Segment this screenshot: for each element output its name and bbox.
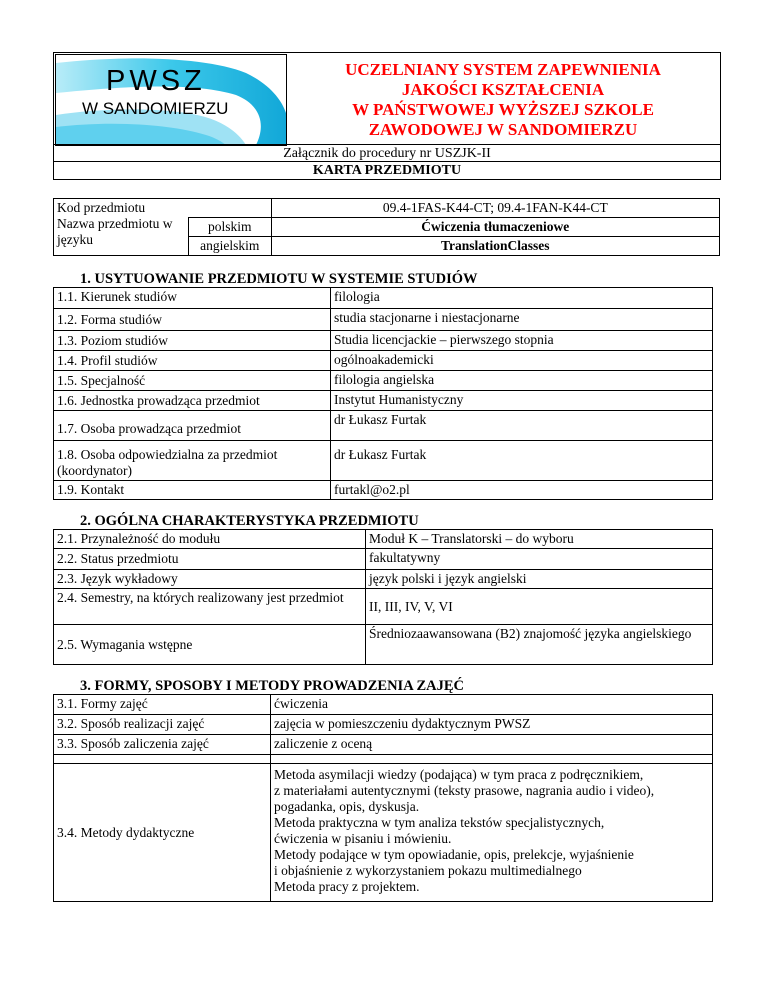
card-title: KARTA PRZEDMIOTU: [312, 163, 462, 178]
table-row-label: 2.3. Język wykładowy: [54, 570, 366, 589]
table-row-label: 1.2. Forma studiów: [54, 309, 331, 331]
table-row-label: 3.1. Formy zajęć: [54, 695, 271, 715]
section2-table: [53, 529, 713, 665]
table-row-label: 2.4. Semestry, na których realizowany jest przedmiot: [54, 589, 366, 625]
pwsz-logo: [55, 54, 287, 146]
table-row-value: Moduł K – Translatorski – do wyboru: [366, 530, 713, 549]
table-row-value: Instytut Humanistyczny: [331, 391, 713, 411]
header-divider: [53, 144, 721, 145]
language-english-label: angielskim: [189, 237, 272, 256]
annex-note: Załącznik do procedury nr USZJK-II: [283, 146, 491, 161]
table-row-value: język polski i język angielski: [366, 570, 713, 589]
table-row-label: 2.5. Wymagania wstępne: [54, 625, 366, 665]
table-row-value: fakultatywny: [366, 549, 713, 570]
table-row-label: 2.2. Status przedmiotu: [54, 549, 366, 570]
table-row-value: zaliczenie z oceną: [271, 735, 713, 755]
table-row-label: 3.3. Sposób zaliczenia zajęć: [54, 735, 271, 755]
subject-code: 09.4-1FAS-K44-CT; 09.4-1FAN-K44-CT: [271, 199, 720, 218]
section1-heading: 1. USYTUOWANIE PRZEDMIOTU W SYSTEMIE STUDIÓW: [80, 271, 478, 287]
table-row-value: Studia licencjackie – pierwszego stopnia: [331, 331, 713, 351]
subject-name-english: TranslationClasses: [271, 237, 720, 256]
table-row-label: 1.9. Kontakt: [54, 481, 331, 500]
language-polish-label: polskim: [189, 218, 272, 237]
table-row-label: 1.7. Osoba prowadząca przedmiot: [54, 411, 331, 441]
table-row-label: 1.6. Jednostka prowadząca przedmiot: [54, 391, 331, 411]
section1-table: [53, 287, 713, 500]
table-row-label: 1.5. Specjalność: [54, 371, 331, 391]
table-row-label: 1.4. Profil studiów: [54, 351, 331, 371]
table-row-value: dr Łukasz Furtak: [331, 411, 713, 441]
table-row-value: ćwiczenia: [271, 695, 713, 715]
table-row-value: zajęcia w pomieszczeniu dydaktycznym PWSZ: [271, 715, 713, 735]
institution-title: UCZELNIANY SYSTEM ZAPEWNIENIA JAKOŚCI KSZTAŁCENIA W PAŃSTWOWEJ WYŻSZEJ SZKOLE ZAWODOWEJ W SANDOMIERZU: [345, 60, 661, 139]
table-row-label: 1.1. Kierunek studiów: [54, 288, 331, 309]
logo-pwsz-text: PWSZ: [106, 65, 206, 97]
table-row-value: ogólnoakademicki: [331, 351, 713, 371]
section3-heading: 3. FORMY, SPOSOBY I METODY PROWADZENIA ZAJĘĆ: [80, 678, 465, 694]
subject-table: [53, 198, 720, 256]
table-row-value: filologia angielska: [331, 371, 713, 391]
subject-name-polish: Ćwiczenia tłumaczeniowe: [271, 218, 720, 237]
logo-city-text: W SANDOMIERZU: [82, 99, 229, 118]
methods-label: 3.4. Metody dydaktyczne: [54, 764, 271, 902]
table-row-value: II, III, IV, V, VI: [366, 589, 713, 625]
table-row-value: Średniozaawansowana (B2) znajomość języka angielskiego: [366, 625, 713, 665]
table-row-value: studia stacjonarne i niestacjonarne: [331, 309, 713, 331]
table-row-label: 1.8. Osoba odpowiedzialna za przedmiot (koordynator): [54, 441, 331, 481]
section3-table: [53, 694, 713, 902]
table-row-label: 2.1. Przynależność do modułu: [54, 530, 366, 549]
table-row-value: dr Łukasz Furtak: [331, 441, 713, 481]
table-row-label: 3.2. Sposób realizacji zajęć: [54, 715, 271, 735]
table-row-value: furtakl@o2.pl: [331, 481, 713, 500]
section2-heading: 2. OGÓLNA CHARAKTERYSTYKA PRZEDMIOTU: [80, 513, 419, 529]
subject-labels: Kod przedmiotu Nazwa przedmiotu w języku: [54, 199, 189, 256]
table-row-label: 1.3. Poziom studiów: [54, 331, 331, 351]
methods-value: Metoda asymilacji wiedzy (podająca) w tym praca z podręcznikiem, z materiałami autentycznymi (teksty prasowe, nagrania audio i video), pogadanka, opis, dyskusja. Metoda praktyczna w tym analiza tekstów specjalistycznych, ćwiczenia w pisaniu i mówieniu. Metody podające w tym opowiadanie, opis, prelekcje, wyjaśnienie i objaśnienie z wykorzystaniem pokazu multimedialnego Metoda pracy z projektem.: [271, 764, 713, 902]
table-row-value: filologia: [331, 288, 713, 309]
